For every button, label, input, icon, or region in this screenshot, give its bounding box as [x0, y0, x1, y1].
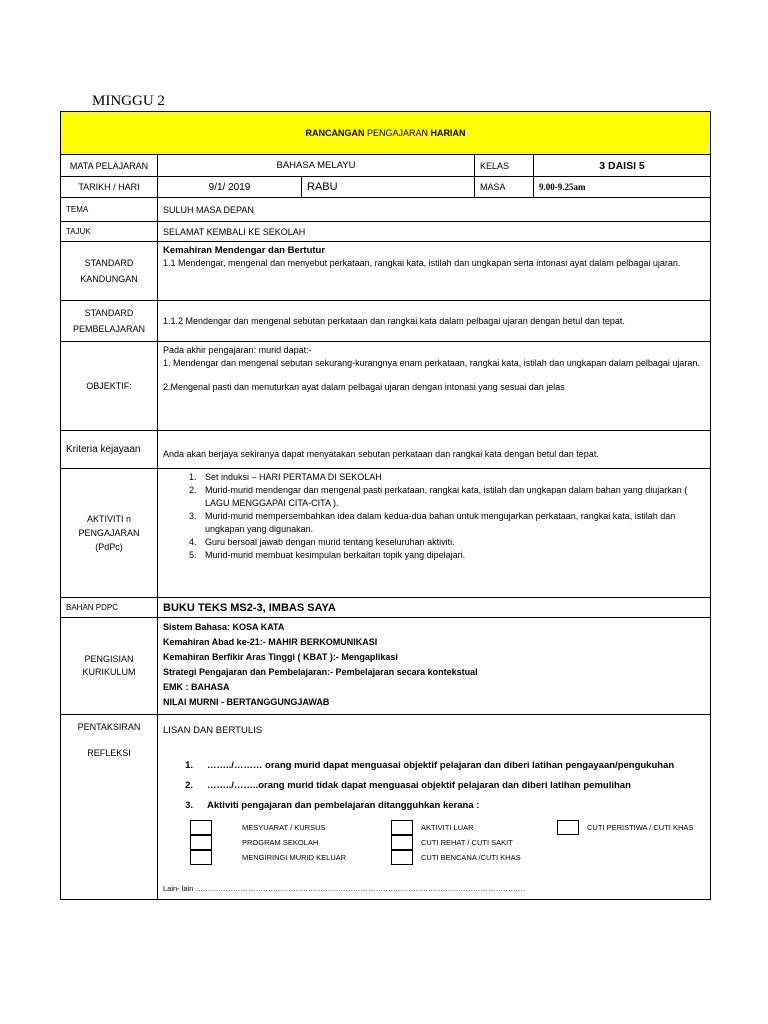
content-standard-heading: Kemahiran Mendengar dan Bertutur [163, 245, 326, 256]
curriculum-cell [158, 618, 711, 715]
objective-intro: Pada akhir pengajaran: murid dapat:- [163, 345, 312, 355]
curriculum-label [61, 618, 158, 715]
assessment-reflection-labels [61, 715, 158, 900]
material-row [61, 598, 711, 618]
curriculum-line: EMK : BAHASA [163, 682, 230, 692]
criteria-row [61, 431, 711, 469]
material-label: BAHAN PDPC [61, 598, 158, 618]
title-part-3: HARIAN [430, 128, 466, 138]
reason-checkbox[interactable] [190, 850, 212, 865]
subject-row [61, 155, 711, 177]
curriculum-line: Strategi Pengajaran dan Pembelajaran:- Pembelajaran secara kontekstual [163, 667, 478, 677]
reason-label: MENGIRINGI MURID KELUAR [242, 853, 347, 862]
week-label: MINGGU 2 [92, 93, 165, 109]
activity-label-3: (PdPc) [95, 542, 123, 552]
learning-standard-row [61, 301, 711, 342]
topic-label: TAJUK [61, 222, 158, 242]
curriculum-line: Kemahiran Abad ke-21:- MAHIR BERKOMUNIKASI [163, 637, 378, 647]
curriculum-row [61, 618, 711, 715]
activity-cell [158, 469, 711, 598]
criteria-label: Kriteria kejayaan [61, 431, 158, 469]
activity-label-1: AKTIVITI n [86, 514, 131, 524]
reason-column-1 [190, 820, 346, 865]
topic-row [61, 222, 711, 242]
assessment-reflection-row [61, 715, 711, 900]
learning-standard-text: 1.1.2 Mendengar dan mengenal sebutan perkataan dan rangkai kata dalam pelbagai ujaran dengan betul dan tepat. [158, 301, 711, 342]
reflection-label: REFLEKSI [87, 748, 131, 758]
curriculum-line: NILAI MURNI - BERTANGGUNGJAWAB [163, 697, 330, 707]
class-label: KELAS [475, 155, 534, 177]
reason-label: CUTI PERISTIWA / CUTI KHAS [587, 823, 694, 832]
reason-checkbox[interactable] [391, 835, 413, 850]
reason-label: CUTI BENCANA /CUTI KHAS [421, 853, 521, 862]
activity-step: 2. Murid-murid mendengar dan mengenal pasti perkataan, rangkai kata, istilah dan ungkapan dalam bahan yang diujarkan ( LAGU MENGGAPAI CITA-CITA ). [199, 484, 705, 510]
reason-label: MESYUARAT / KURSUS [242, 823, 326, 832]
curriculum-label-1: PENGISIAN [84, 654, 134, 664]
content-standard-label [61, 242, 158, 301]
reason-label: AKTIVITI LUAR [421, 823, 474, 832]
content-standard-cell [158, 242, 711, 301]
theme-row [61, 198, 711, 222]
reason-label: PROGRAM SEKOLAH [242, 838, 319, 847]
date-value: 9/1/ 2019 [158, 177, 302, 198]
activity-step: 3. Murid-murid mempersembahkan idea dalam kedua-dua bahan untuk mengujarkan perkataan, rangkai kata, istilah dan ungkapan yang digunakan. [199, 510, 705, 536]
content-standard-label-1: STANDARD [84, 258, 134, 268]
page-title [61, 112, 711, 155]
reason-checkbox[interactable] [190, 835, 212, 850]
curriculum-line: Sistem Bahasa: KOSA KATA [163, 622, 285, 632]
reason-column-3 [557, 820, 693, 835]
activity-step: 1. Set induksi – HARI PERTAMA DI SEKOLAH [199, 471, 705, 484]
learning-standard-label-1: STANDARD [84, 308, 134, 318]
objective-row [61, 342, 711, 431]
objective-item-1: 1. Mendengar dan mengenal sebutan sekurang-kurangnya enam perkataan, rangkai kata, istilah dan ungkapan dalam pelbagai ujaran. [163, 358, 700, 368]
theme-value: SULUH MASA DEPAN [158, 198, 711, 222]
reason-label: CUTI REHAT / CUTI SAKIT [421, 838, 513, 847]
reason-checkbox[interactable] [557, 820, 579, 835]
reason-column-2 [391, 820, 521, 865]
content-standard-row [61, 242, 711, 301]
reflection-item: 2. ……../……..orang murid tidak dapat menguasai objektif pelajaran dan diberi latihan pemulihan [185, 780, 631, 791]
date-label: TARIKH / HARI [61, 177, 158, 198]
reason-checkbox[interactable] [391, 820, 413, 835]
content-standard-label-2: KANDUNGAN [80, 274, 138, 284]
date-row [61, 177, 711, 198]
content-standard-text: 1.1 Mendengar, mengenal dan menyebut perkataan, rangkai kata, istilah dan ungkapan serta intonasi ayat dalam pelbagai ujaran. [163, 258, 681, 268]
criteria-text: Anda akan berjaya sekiranya dapat menyatakan sebutan perkataan dan rangkai kata dengan betul dan tepat. [158, 431, 711, 469]
title-row [61, 112, 711, 155]
activity-label-2: PENGAJARAN [78, 528, 140, 538]
objective-cell [158, 342, 711, 431]
subject-value: BAHASA MELAYU [158, 155, 475, 177]
other-reasons-line: Lain- lain …………………………………………………………………………………………………………………… [163, 884, 526, 893]
activity-label [61, 469, 158, 598]
reflection-item: 3. Aktiviti pengajaran dan pembelajaran ditangguhkan kerana : [185, 800, 480, 811]
reflection-list [163, 760, 705, 811]
assessment-value: LISAN DAN BERTULIS [163, 725, 263, 736]
curriculum-line: Kemahiran Berfikir Aras Tinggi ( KBAT ):- Mengaplikasi [163, 652, 398, 662]
lesson-plan-table [60, 111, 711, 900]
reason-checkbox[interactable] [391, 850, 413, 865]
assessment-label: PENTAKSIRAN [77, 722, 141, 732]
material-value: BUKU TEKS MS2-3, IMBAS SAYA [158, 598, 711, 618]
learning-standard-label-2: PEMBELAJARAN [72, 324, 146, 334]
topic-value: SELAMAT KEMBALI KE SEKOLAH [158, 222, 711, 242]
activity-steps [163, 471, 705, 562]
activity-step: 5. Murid-murid membuat kesimpulan berkaitan topik yang dipelajari. [199, 549, 705, 562]
learning-standard-label [61, 301, 158, 342]
objective-label: OBJEKTIF: [61, 342, 158, 431]
assessment-reflection-cell [158, 715, 711, 900]
curriculum-label-2: KURIKULUM [82, 667, 136, 677]
time-label: MASA [475, 177, 534, 198]
title-part-2: PENGAJARAN [366, 128, 431, 138]
activity-row [61, 469, 711, 598]
title-part-1: RANCANGAN [305, 128, 367, 138]
activity-step: 4. Guru bersoal jawab dengan murid tentang keseluruhan aktiviti. [199, 536, 705, 549]
day-value: RABU [302, 177, 475, 198]
objective-item-2: 2.Mengenal pasti dan menuturkan ayat dalam pelbagai ujaran dengan intonasi yang sesuai dan jelas [163, 382, 565, 392]
subject-label: MATA PELAJARAN [61, 155, 158, 177]
reason-checkbox[interactable] [190, 820, 212, 835]
reason-checkboxes [163, 820, 705, 880]
reflection-item: 1. ……../……… orang murid dapat menguasai objektif pelajaran dan diberi latihan pengayaan/pengukuhan [185, 760, 675, 771]
time-value: 9.00-9.25am [534, 177, 711, 198]
class-value: 3 DAISI 5 [534, 155, 711, 177]
theme-label: TEMA [61, 198, 158, 222]
